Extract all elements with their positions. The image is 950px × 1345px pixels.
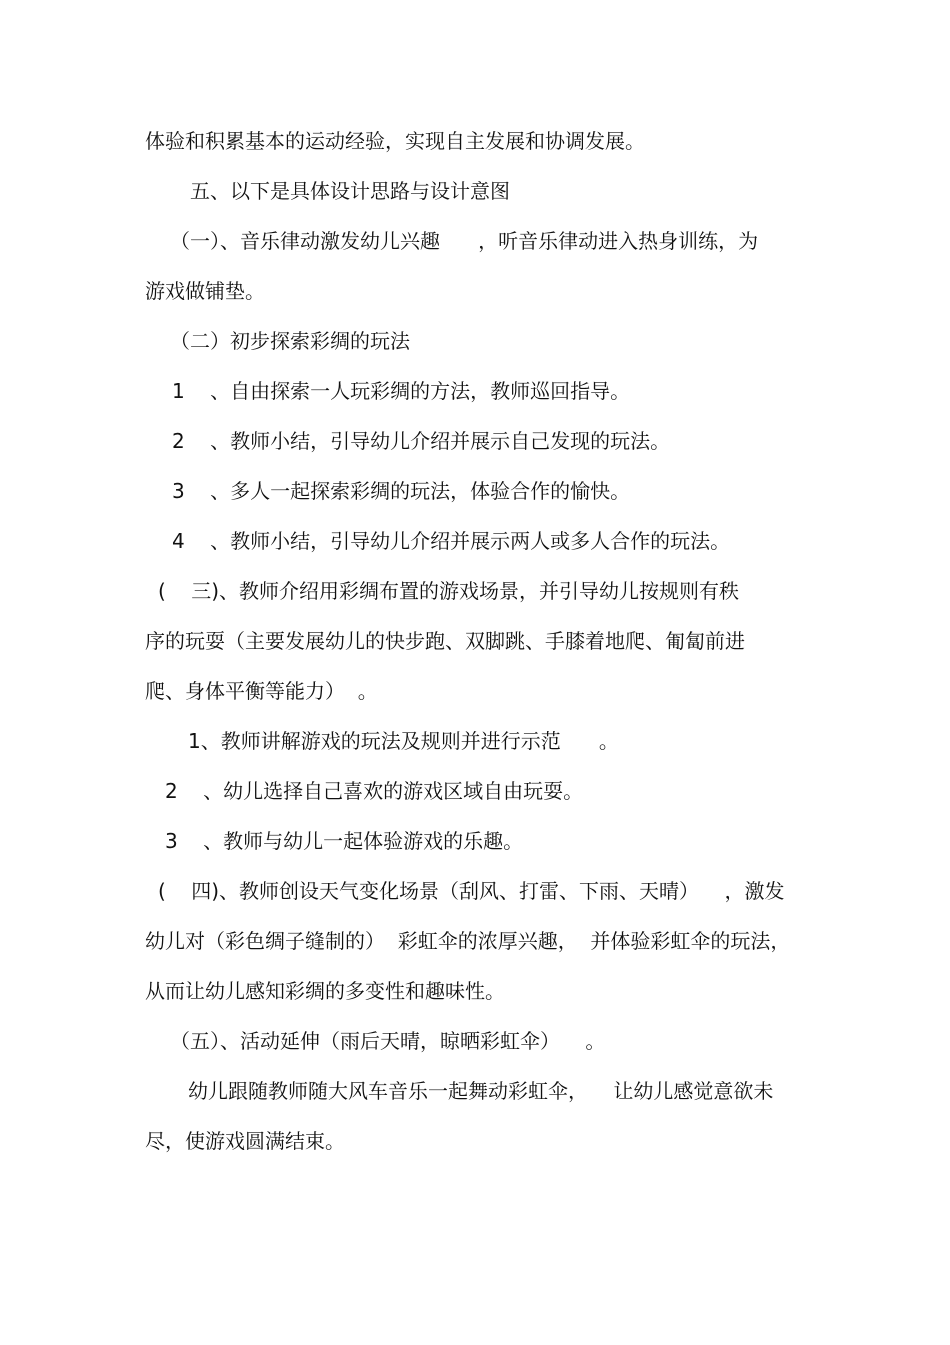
text-line-21: 尽，使游戏圆满结束。 [145, 1129, 345, 1153]
subheading-4: ( 四)、教师创设天气变化场景（刮风、打雷、下雨、天晴） ，激发 [158, 879, 785, 903]
subheading-5: （五）、活动延伸（雨后天晴，晾晒彩虹伞） 。 [170, 1029, 606, 1053]
list-item-3-2: 2 、幼儿选择自己喜欢的游戏区域自由玩耍。 [165, 779, 584, 803]
text-line-3: （一）、音乐律动激发幼儿兴趣 ，听音乐律动进入热身训练，为 [170, 229, 759, 253]
list-item-4: 4 、教师小结，引导幼儿介绍并展示两人或多人合作的玩法。 [172, 529, 731, 553]
section-heading-5: 五、以下是具体设计思路与设计意图 [190, 179, 510, 203]
list-item-1: 1 、自由探索一人玩彩绸的方法，教师巡回指导。 [172, 379, 631, 403]
text-line-20: 幼儿跟随教师随大风车音乐一起舞动彩虹伞， 让幼儿感觉意欲未 [188, 1079, 774, 1103]
text-line-11: 序的玩耍（主要发展幼儿的快步跑、双脚跳、手膝着地爬、匍匐前进 [145, 629, 745, 653]
list-item-3-3: 3 、教师与幼儿一起体验游戏的乐趣。 [165, 829, 524, 853]
text-line-4: 游戏做铺垫。 [145, 279, 265, 303]
subheading-3: ( 三)、教师介绍用彩绸布置的游戏场景，并引导幼儿按规则有秩 [158, 579, 740, 603]
list-item-2: 2 、教师小结，引导幼儿介绍并展示自己发现的玩法。 [172, 429, 671, 453]
subheading-2: （二）初步探索彩绸的玩法 [170, 329, 410, 353]
list-item-3-1: 1、教师讲解游戏的玩法及规则并进行示范 。 [188, 729, 619, 753]
text-line-18: 从而让幼儿感知彩绸的多变性和趣味性。 [145, 979, 505, 1003]
text-line-12: 爬、身体平衡等能力） 。 [145, 679, 378, 703]
text-line-17: 幼儿对（彩色绸子缝制的） 彩虹伞的浓厚兴趣， 并体验彩虹伞的玩法， [145, 929, 791, 953]
list-item-3: 3 、多人一起探索彩绸的玩法，体验合作的愉快。 [172, 479, 631, 503]
text-line-1: 体验和积累基本的运动经验，实现自主发展和协调发展。 [145, 129, 645, 153]
